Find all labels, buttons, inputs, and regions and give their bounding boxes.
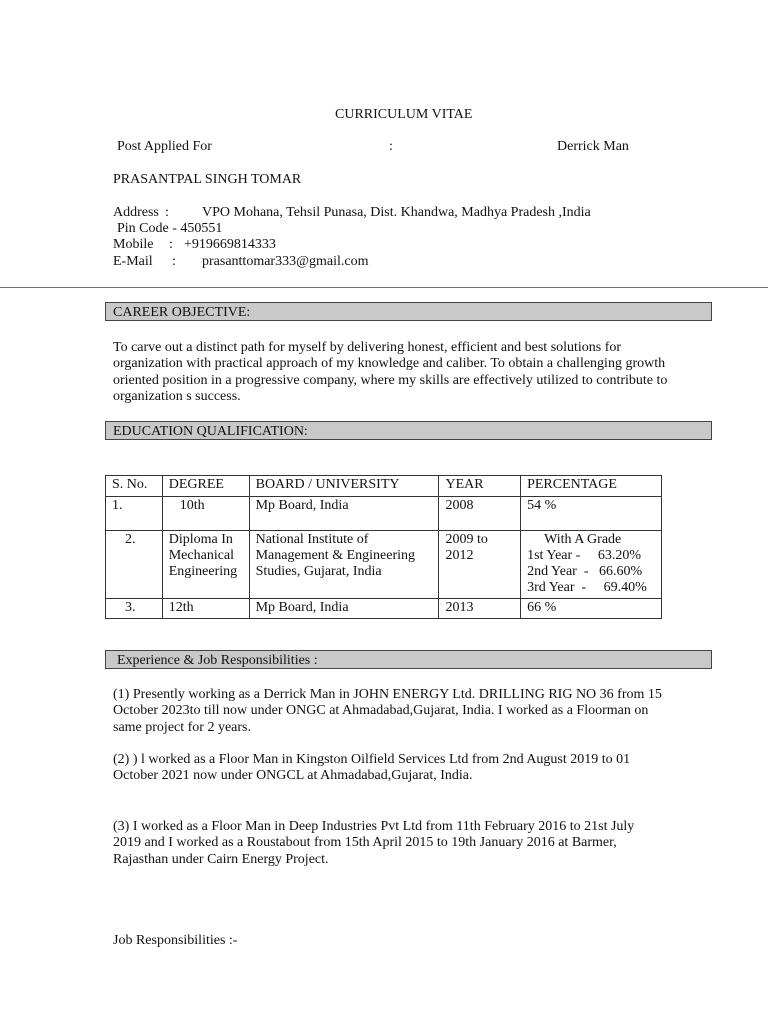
email-value: prasanttomar333@gmail.com (202, 254, 369, 269)
cell-board: Mp Board, India (249, 497, 439, 531)
post-applied-value: Derrick Man (557, 139, 629, 154)
education-heading: EDUCATION QUALIFICATION: (105, 421, 712, 440)
document-title: CURRICULUM VITAE (335, 107, 473, 122)
candidate-name: PRASANTPAL SINGH TOMAR (113, 172, 302, 187)
cell-percentage (521, 531, 662, 599)
grade-line: 3rd Year - 69.40% (527, 580, 647, 595)
cell-year: 2009 to 2012 (439, 531, 521, 599)
mobile-colon: : (169, 237, 173, 252)
cell-degree: 10th (162, 497, 249, 531)
header-percentage: PERCENTAGE (521, 476, 662, 497)
email-colon: : (172, 254, 176, 269)
horizontal-rule (0, 287, 768, 288)
mobile-label: Mobile (113, 237, 154, 252)
job-responsibilities-label: Job Responsibilities :- (113, 933, 238, 948)
header-board: BOARD / UNIVERSITY (249, 476, 439, 497)
table-row (106, 599, 662, 619)
address-colon: : (165, 205, 169, 220)
career-objective-heading: CAREER OBJECTIVE: (105, 302, 712, 321)
header-sno: S. No. (106, 476, 163, 497)
cell-board: Mp Board, India (249, 599, 439, 619)
address-label: Address (113, 205, 159, 220)
grade-line: With A Grade (544, 532, 622, 547)
grade-line: 1st Year - 63.20% (527, 548, 642, 563)
cell-degree: Diploma In Mechanical Engineering (162, 531, 249, 599)
experience-item: (1) Presently working as a Derrick Man in JOHN ENERGY Ltd. DRILLING RIG NO 36 from 15 October 2023to till now under ONGC at Ahmadabad,Gujarat, India. I worked as a Floorman on same project for 2 years. (113, 687, 662, 735)
post-applied-colon: : (389, 139, 393, 154)
cell-board: National Institute of Management & Engineering Studies, Gujarat, India (249, 531, 439, 599)
header-degree: DEGREE (162, 476, 249, 497)
cell-year: 2013 (439, 599, 521, 619)
table-header-row (106, 476, 662, 497)
table-row (106, 497, 662, 531)
cell-percentage: 54 % (521, 497, 662, 531)
cell-degree: 12th (162, 599, 249, 619)
post-applied-label: Post Applied For (117, 139, 212, 154)
education-table (105, 475, 662, 619)
cell-year: 2008 (439, 497, 521, 531)
cell-percentage: 66 % (521, 599, 662, 619)
cell-sno: 3. (106, 599, 163, 619)
career-objective-text: To carve out a distinct path for myself by delivering honest, efficient and best solutions for organization with practical approach of my knowledge and caliber. To obtain a challenging growth oriented position in a progressive company, where my skills are effectively utilized to contribute to organization s success. (113, 340, 668, 405)
cell-sno: 2. (106, 531, 163, 599)
experience-item: (2) ) l worked as a Floor Man in Kingston Oilfield Services Ltd from 2nd August 2019 to 01 October 2021 now under ONGCL at Ahmadabad,Gujarat, India. (113, 752, 631, 784)
experience-item: (3) I worked as a Floor Man in Deep Industries Pvt Ltd from 11th February 2016 to 21st July 2019 and I worked as a Roustabout from 15th April 2015 to 19th January 2016 at Barmer, Rajasthan under Cairn Energy Project. (113, 819, 635, 867)
experience-heading: Experience & Job Responsibilities : (105, 650, 712, 669)
cell-sno: 1. (106, 497, 163, 531)
grade-line: 2nd Year - 66.60% (527, 564, 643, 579)
address-value: VPO Mohana, Tehsil Punasa, Dist. Khandwa, Madhya Pradesh ,India (202, 205, 591, 220)
pin-code: Pin Code - 450551 (117, 221, 223, 236)
header-year: YEAR (439, 476, 521, 497)
table-row (106, 531, 662, 599)
email-label: E-Mail (113, 254, 153, 269)
mobile-value: +919669814333 (184, 237, 276, 252)
